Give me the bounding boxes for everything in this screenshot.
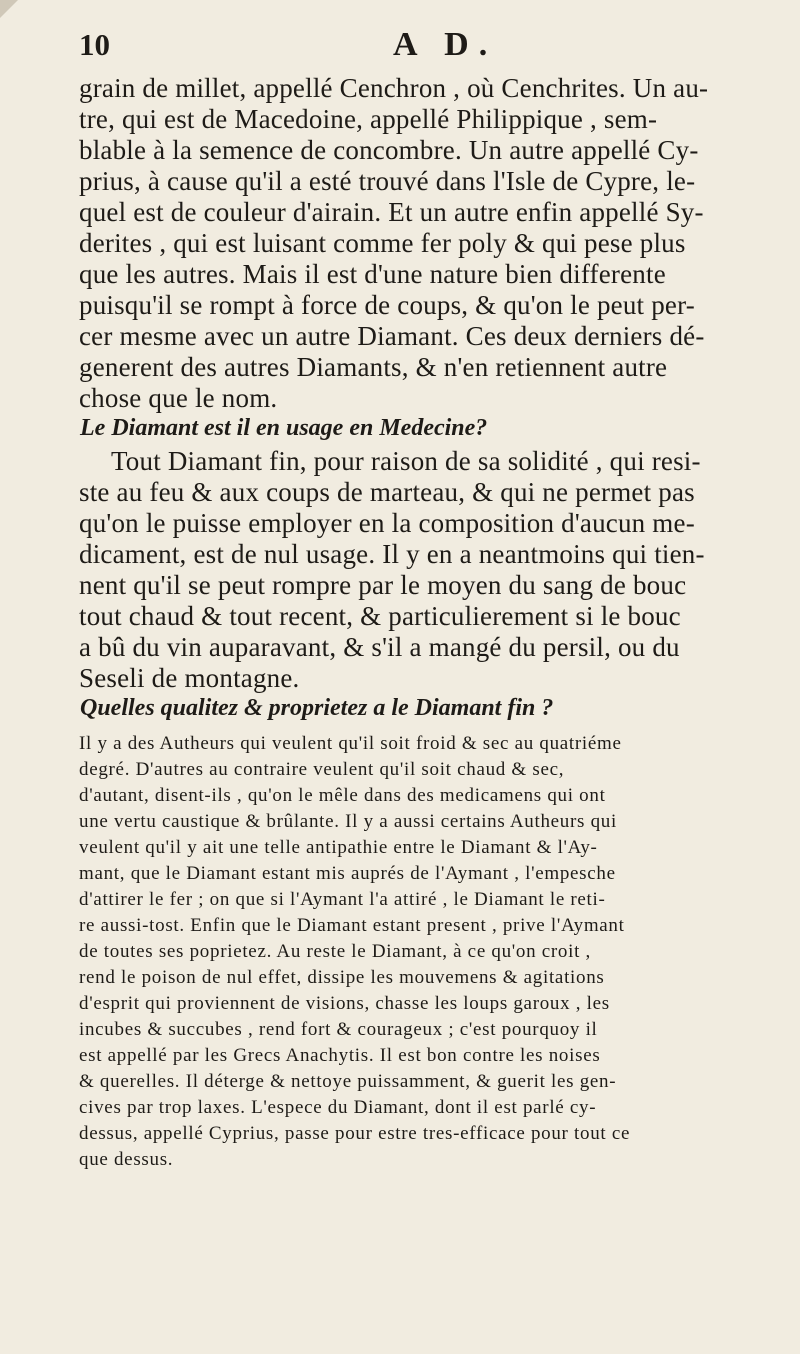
section-heading: Quelles qualitez & proprietez a le Diamant fin ? [80,695,554,721]
note-line: que dessus. [79,1149,174,1170]
text-line: dicament, est de nul usage. Il y en a neantmoins qui tien- [79,539,705,569]
text-line: Seseli de montagne. [79,663,300,693]
page-header [0,0,800,70]
note-line: mant, que le Diamant estant mis auprés de l'Aymant , l'empesche [79,863,616,884]
text-line: qu'on le puisse employer en la composition d'aucun me- [79,508,695,538]
note-line: d'esprit qui proviennent de visions, chasse les loups garoux , les [79,993,610,1014]
text-line: tre, qui est de Macedoine, appellé Philippique , sem- [79,104,658,134]
text-line: tout chaud & tout recent, & particulierement si le bouc [79,601,681,631]
note-line: une vertu caustique & brûlante. Il y a aussi certains Autheurs qui [79,811,617,832]
note-line: rend le poison de nul effet, dissipe les mouvemens & agitations [79,967,605,988]
text-line: a bû du vin auparavant, & s'il a mangé du persil, ou du [79,632,680,662]
text-line: cer mesme avec un autre Diamant. Ces deux derniers dé- [79,321,705,351]
text-line: quel est de couleur d'airain. Et un autre enfin appellé Sy- [79,197,704,227]
note-line: & querelles. Il déterge & nettoye puissamment, & guerit les gen- [79,1071,617,1092]
text-line: generent des autres Diamants, & n'en retiennent autre [79,352,668,382]
text-line: grain de millet, appellé Cenchron , où Cenchrites. Un au- [79,73,709,103]
note-line: incubes & succubes , rend fort & courageux ; c'est pourquoy il [79,1019,598,1040]
section-heading: Le Diamant est il en usage en Medecine? [80,415,488,441]
text-line: prius, à cause qu'il a esté trouvé dans l'Isle de Cypre, le- [79,166,696,196]
text-line: chose que le nom. [79,383,278,413]
note-line: est appellé par les Grecs Anachytis. Il est bon contre les noises [79,1045,601,1066]
running-head: A D. [393,26,498,63]
text-line: puisqu'il se rompt à force de coups, & qu'on le peut per- [79,290,695,320]
text-line: Tout Diamant fin, pour raison de sa solidité , qui resi- [111,446,701,476]
text-line: ste au feu & aux coups de marteau, & qui ne permet pas [79,477,695,507]
text-line: que les autres. Mais il est d'une nature bien differente [79,259,666,289]
note-line: dessus, appellé Cyprius, passe pour estre tres-efficace pour tout ce [79,1123,631,1144]
text-line: nent qu'il se peut rompre par le moyen du sang de bouc [79,570,687,600]
note-line: re aussi-tost. Enfin que le Diamant estant present , prive l'Aymant [79,915,625,936]
text-line: blable à la semence de concombre. Un autre appellé Cy- [79,135,699,165]
note-line: d'autant, disent-ils , qu'on le mêle dans des medicamens qui ont [79,785,606,806]
note-line: cives par trop laxes. L'espece du Diamant, dont il est parlé cy- [79,1097,597,1118]
note-line: de toutes ses poprietez. Au reste le Diamant, à ce qu'on croit , [79,941,591,962]
page-number: 10 [79,27,110,62]
note-line: Il y a des Autheurs qui veulent qu'il soit froid & sec au quatriéme [79,733,622,754]
note-line: d'attirer le fer ; on que si l'Aymant l'a attiré , le Diamant le reti- [79,889,606,910]
note-line: veulent qu'il y ait une telle antipathie entre le Diamant & l'Ay- [79,837,598,858]
text-line: derites , qui est luisant comme fer poly & qui pese plus [79,228,686,258]
note-line: degré. D'autres au contraire veulent qu'il soit chaud & sec, [79,759,565,780]
